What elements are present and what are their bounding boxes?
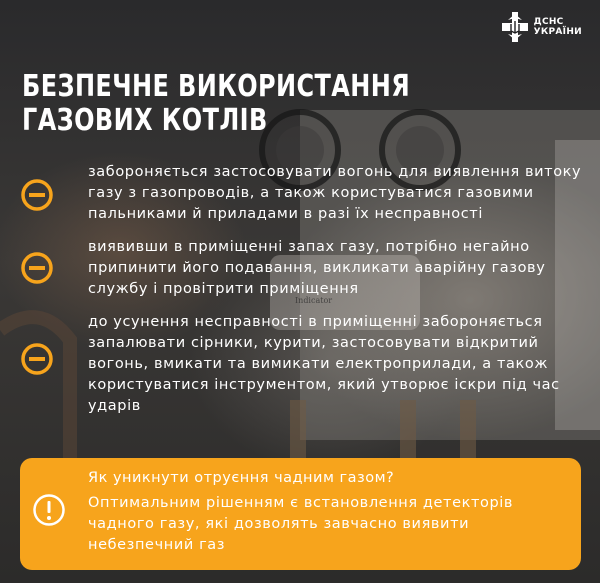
no-entry-icon [20,178,54,212]
brand-logo [502,12,582,42]
rule-text-3: до усунення несправності в приміщенні забороняється запалювати сірники, курити, застосовувати відкритий вогонь, вмикати та вимикати електроприлади, а також користуватися інструментом, який утворює іскри під час ударів [88,314,560,414]
no-entry-icon [20,342,54,376]
callout-answer: Оптимальним рішенням є встановлення детекторів чадного газу, які дозволять завчасно виявити небезпечний газ [88,495,514,553]
callout-box [20,458,581,570]
rule-text-1: забороняється застосовувати вогонь для виявлення витоку газу з газопроводів, а також користуватися газовими пальниками й приладами в разі їх несправності [88,164,582,222]
warning-exclamation-icon [32,493,66,527]
no-entry-icon [20,251,54,285]
gauge-label: Indicator [295,296,333,305]
page-title-line-1: БЕЗПЕЧНЕ ВИКОРИСТАННЯ [22,69,411,104]
rule-text-2: виявивши в приміщенні запах газу, потрібно негайно припинити його подавання, викликати аварійну газову службу і провітрити приміщення [88,239,546,297]
page-title [22,70,410,138]
callout-question: Як уникнути отруєння чадним газом? [88,470,395,486]
brand-line-1: ДСНС [533,17,564,27]
brand-line-2: УКРАЇНИ [533,27,582,37]
page-title-line-2: ГАЗОВИХ КОТЛІВ [22,103,268,138]
brand-name [534,17,582,37]
trident-cross-emblem-icon [502,12,528,42]
